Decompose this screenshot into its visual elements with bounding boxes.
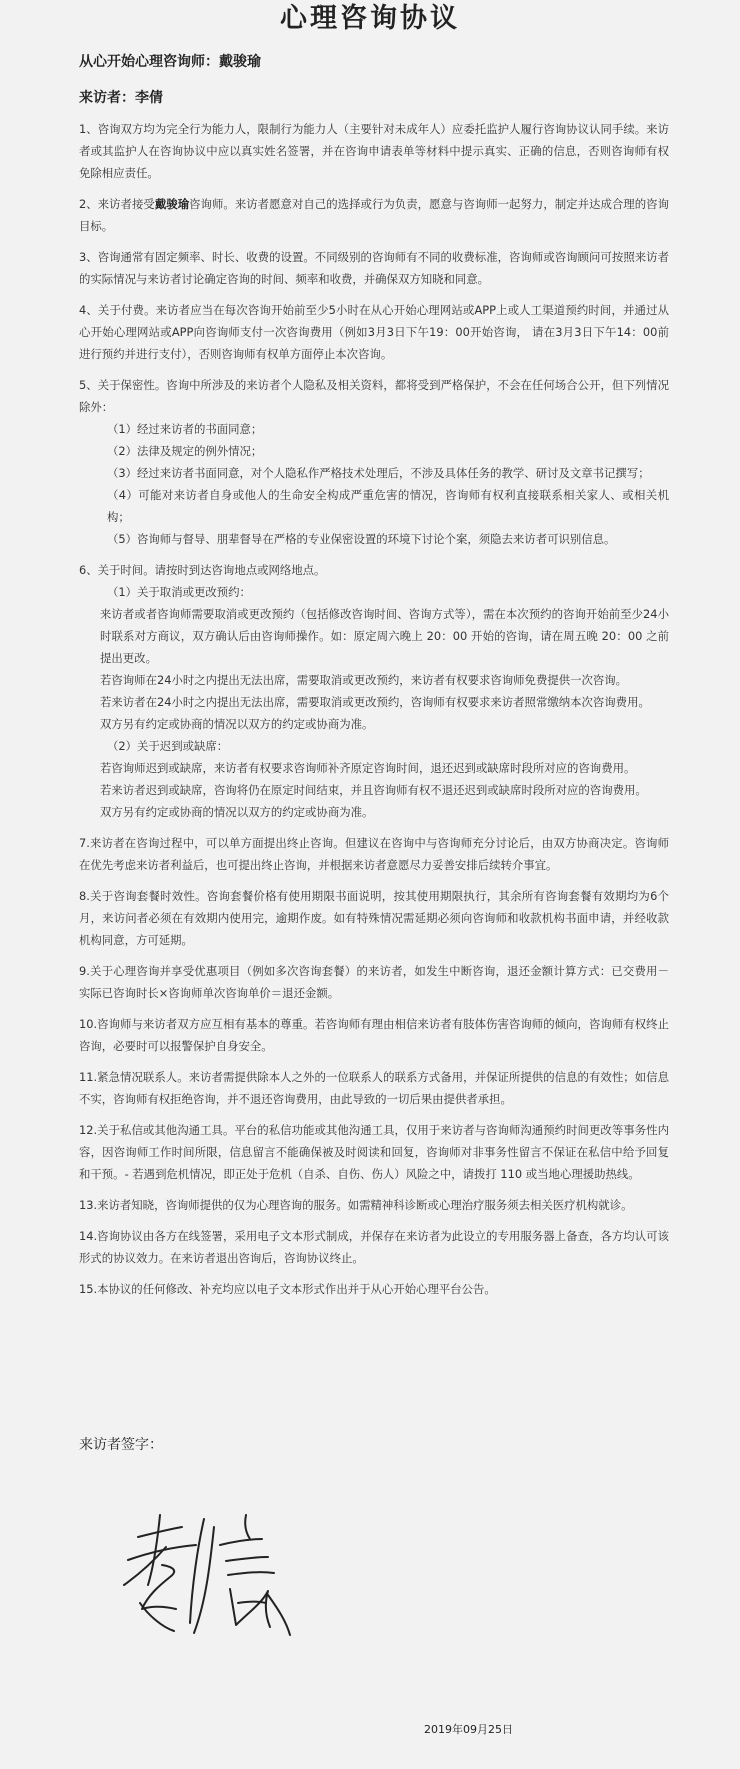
signature-date: 2019年09月25日 — [424, 1723, 513, 1736]
clause-5-item: （1）经过来访者的书面同意； — [107, 422, 263, 436]
clause-5-item: （4）可能对来访者自身或他人的生命安全构成严重危害的情况，咨询师有权利直接联系相关家人、或相关机构； — [107, 488, 669, 524]
clause-6-intro: 6、关于时间。请按时到达咨询地点或网络地点。 — [79, 563, 326, 577]
clause-6-sub2-text: 若来访者迟到或缺席，咨询将仍在原定时间结束，并且咨询师有权不退还迟到或缺席时段所对应的咨询费用。 — [100, 783, 647, 797]
clause-6-sub1-text: 若来访者在24小时之内提出无法出席，需要取消或更改预约，咨询师有权要求来访者照常缴纳本次咨询费用。 — [100, 695, 650, 709]
clause-5 — [79, 374, 669, 550]
clause-3: 3、咨询通常有固定频率、时长、收费的设置。不同级别的咨询师有不同的收费标准，咨询师或咨询顾问可按照来访者的实际情况与来访者讨论确定咨询的时间、频率和收费，并确保双方知晓和同意。 — [79, 250, 669, 286]
clause-12: 12.关于私信或其他沟通工具。平台的私信功能或其他沟通工具，仅用于来访者与咨询师沟通预约时间更改等事务性内容，因咨询师工作时间所限，信息留言不能确保被及时阅读和回复，咨询师对非事务性留言不保证在私信中给予回复和干预。- 若遇到危机情况，即正处于危机（自杀、自伤、伤人）风险之中，请拨打 110 或当地心理援助热线。 — [79, 1123, 669, 1181]
clause-10: 10.咨询师与来访者双方应互相有基本的尊重。若咨询师有理由相信来访者有肢体伤害咨询师的倾向，咨询师有权终止咨询，必要时可以报警保护自身安全。 — [79, 1017, 669, 1053]
agreement-body — [79, 118, 669, 1309]
clause-14: 14.咨询协议由各方在线签署，采用电子文本形式制成，并保存在来访者为此设立的专用服务器上备查，各方均认可该形式的协议效力。在来访者退出咨询后，咨询协议终止。 — [79, 1229, 669, 1265]
clause-2 — [79, 193, 669, 237]
clause-5-item: （2）法律及规定的例外情况； — [107, 444, 263, 458]
clause-13: 13.来访者知晓，咨询师提供的仅为心理咨询的服务。如需精神科诊断或心理治疗服务须去相关医疗机构就诊。 — [79, 1198, 633, 1212]
clause-6-sub1-text: 若咨询师在24小时之内提出无法出席，需要取消或更改预约，来访者有权要求咨询师免费提供一次咨询。 — [100, 673, 628, 687]
clause-4: 4、关于付费。来访者应当在每次咨询开始前至少5小时在从心开始心理网站或APP上或人工渠道预约时间，并通过从心开始心理网站或APP向咨询师支付一次咨询费用（例如3月3日下午19：00开始咨询， 请在3月3日下午14：00前进行预约并进行支付），否则咨询师有权单方面停止本次咨询。 — [79, 303, 669, 361]
clause-2-suffix: 咨询师。来访者愿意对自己的选择或行为负责，愿意与咨询师一起努力，制定并达成合理的咨询目标。 — [79, 197, 669, 233]
clause-6-sub1-heading: （1）关于取消或更改预约： — [107, 585, 251, 599]
clause-6 — [79, 559, 669, 823]
handwritten-signature — [118, 1505, 298, 1645]
clause-15: 15.本协议的任何修改、补充均应以电子文本形式作出并于从心开始心理平台公告。 — [79, 1282, 496, 1296]
clause-6-sub2-text: 双方另有约定或协商的情况以双方的约定或协商为准。 — [100, 805, 374, 819]
clause-2-prefix: 2、来访者接受 — [79, 197, 155, 211]
visitor-line: 来访者：李倩 — [79, 90, 163, 106]
signature-label: 来访者签字： — [79, 1437, 163, 1453]
clause-6-sub2-text: 若咨询师迟到或缺席，来访者有权要求咨询师补齐原定咨询时间，退还迟到或缺席时段所对应的咨询费用。 — [100, 761, 636, 775]
clause-2-consultant-name: 戴骏瑜 — [154, 197, 190, 211]
clause-7: 7.来访者在咨询过程中，可以单方面提出终止咨询。但建议在咨询中与咨询师充分讨论后，由双方协商决定。咨询师在优先考虑来访者利益后，也可提出终止咨询，并根据来访者意愿尽力妥善安排后续转介事宜。 — [79, 836, 669, 872]
clause-9: 9.关于心理咨询并享受优惠项目（例如多次咨询套餐）的来访者，如发生中断咨询，退还金额计算方式：已交费用－实际已咨询时长×咨询师单次咨询单价＝退还金额。 — [79, 964, 669, 1000]
clause-6-sub1-text: 双方另有约定或协商的情况以双方的约定或协商为准。 — [100, 717, 374, 731]
clause-5-item: （5）咨询师与督导、朋辈督导在严格的专业保密设置的环境下讨论个案，须隐去来访者可识别信息。 — [107, 532, 616, 546]
clause-5-intro: 5、关于保密性。咨询中所涉及的来访者个人隐私及相关资料，都将受到严格保护，不会在任何场合公开，但下列情况除外： — [79, 378, 669, 414]
document-title: 心理咨询协议 — [280, 3, 460, 34]
clause-6-sub1-text: 来访者或者咨询师需要取消或更改预约（包括修改咨询时间、咨询方式等），需在本次预约的咨询开始前至少24小时联系对方商议，双方确认后由咨询师操作。如：原定周六晚上 20：00 开始的咨询，请在周五晚 20：00 之前提出更改。 — [100, 607, 669, 665]
clause-1: 1、咨询双方均为完全行为能力人，限制行为能力人（主要针对未成年人）应委托监护人履行咨询协议认同手续。来访者或其监护人在咨询协议中应以真实姓名签署，并在咨询申请表单等材料中提示真实、正确的信息，否则咨询师有权免除相应责任。 — [79, 122, 669, 180]
clause-5-item: （3）经过来访者书面同意，对个人隐私作严格技术处理后，不涉及具体任务的教学、研讨及文章书记撰写； — [107, 466, 650, 480]
clause-6-sub2-heading: （2）关于迟到或缺席： — [107, 739, 229, 753]
clause-8: 8.关于咨询套餐时效性。咨询套餐价格有使用期限书面说明，按其使用期限执行，其余所有咨询套餐有效期均为6个月，来访问者必须在有效期内使用完，逾期作废。如有特殊情况需延期必须向咨询师和收款机构书面申请，并经收款机构同意，方可延期。 — [79, 889, 669, 947]
clause-11: 11.紧急情况联系人。来访者需提供除本人之外的一位联系人的联系方式备用，并保证所提供的信息的有效性；如信息不实，咨询师有权拒绝咨询，并不退还咨询费用，由此导致的一切后果由提供者承担。 — [79, 1070, 669, 1106]
consultant-line: 从心开始心理咨询师：戴骏瑜 — [79, 54, 261, 70]
